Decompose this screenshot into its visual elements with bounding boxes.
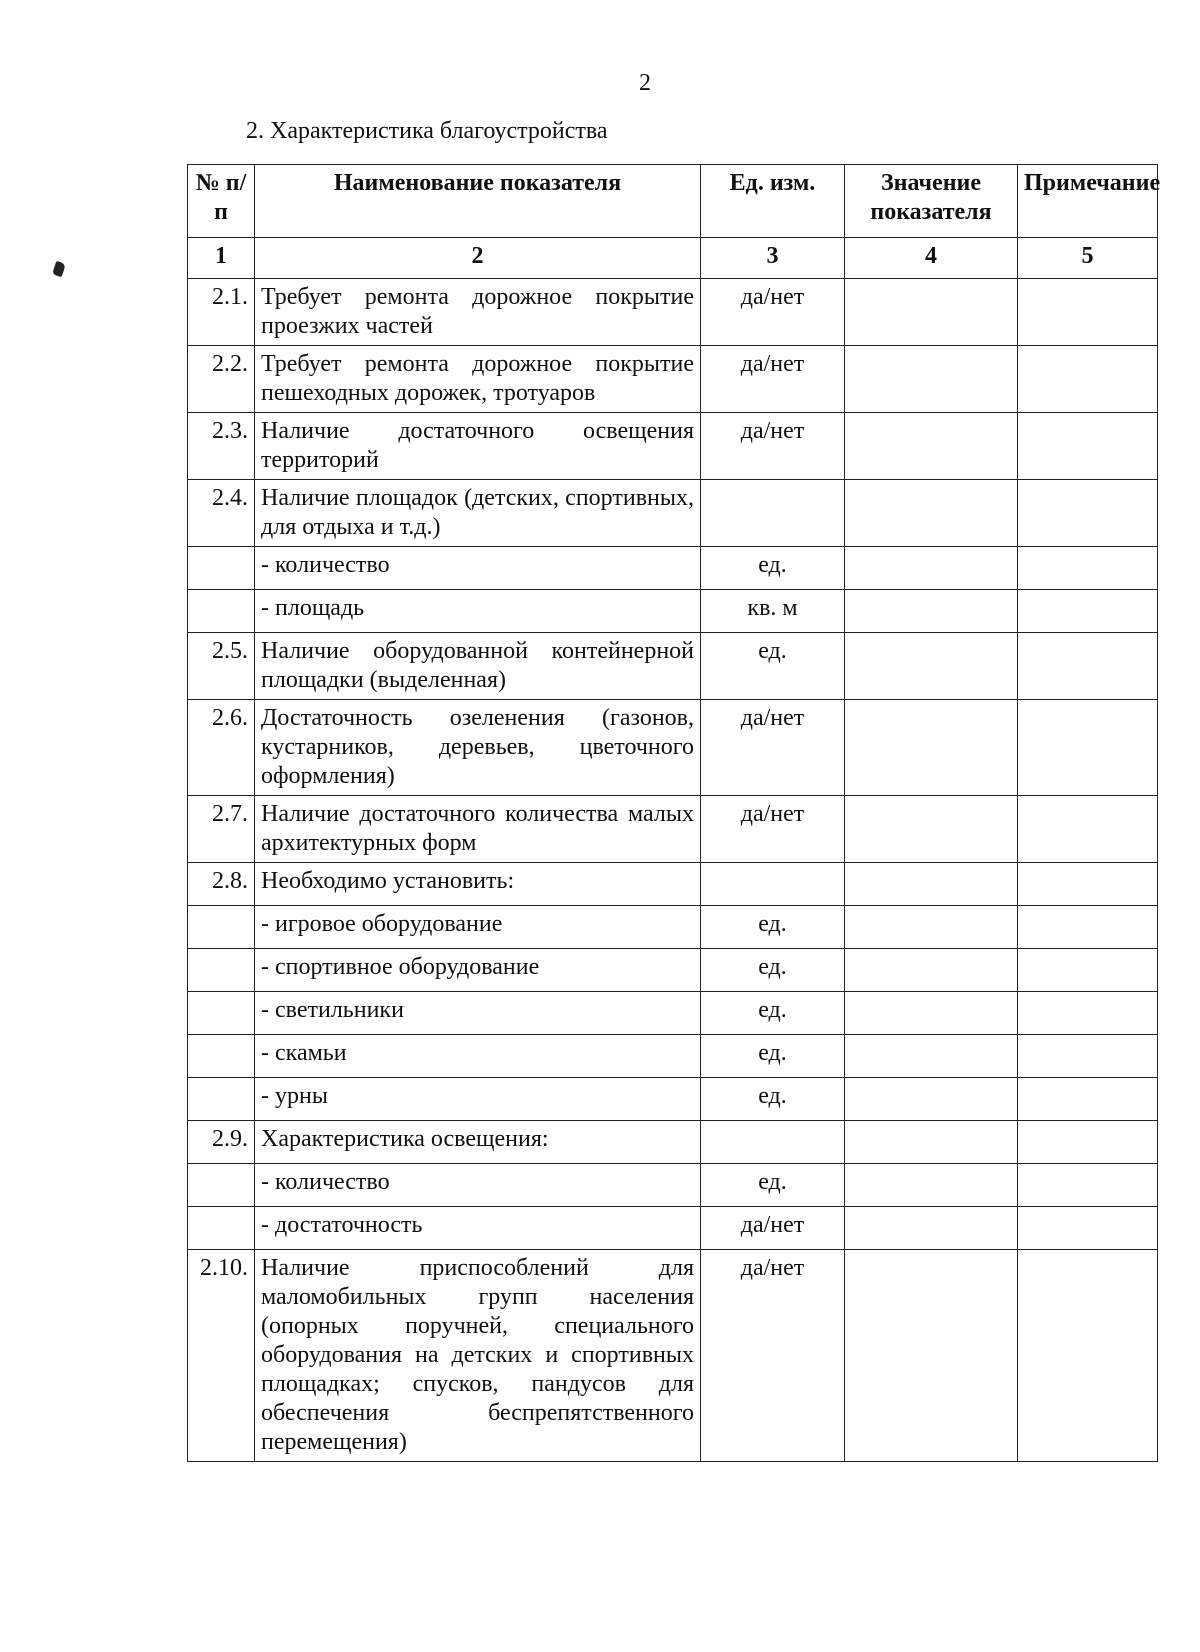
row-indicator-name: Наличие оборудованной контейнерной площадки (выделенная) (255, 633, 701, 700)
row-value (845, 547, 1018, 590)
row-note (1018, 1121, 1158, 1164)
row-number: 2.8. (188, 863, 255, 906)
table-row (188, 1035, 1158, 1078)
row-number (188, 547, 255, 590)
row-unit: ед. (701, 1164, 845, 1207)
header-unit: Ед. изм. (701, 165, 845, 238)
row-indicator-name: Наличие достаточного освещения территорий (255, 413, 701, 480)
column-number: 3 (701, 238, 845, 279)
row-indicator-name: - достаточность (255, 1207, 701, 1250)
row-note (1018, 547, 1158, 590)
row-number (188, 992, 255, 1035)
row-indicator-name: - скамьи (255, 1035, 701, 1078)
row-note (1018, 863, 1158, 906)
row-value (845, 480, 1018, 547)
characteristics-table (187, 164, 1161, 1462)
column-number: 4 (845, 238, 1018, 279)
row-value (845, 796, 1018, 863)
row-indicator-name: - светильники (255, 992, 701, 1035)
row-number (188, 949, 255, 992)
row-note (1018, 906, 1158, 949)
row-indicator-name: Требует ремонта дорожное покрытие проезжих частей (255, 279, 701, 346)
row-indicator-name: Требует ремонта дорожное покрытие пешеходных дорожек, тротуаров (255, 346, 701, 413)
row-note (1018, 1250, 1158, 1462)
row-number (188, 906, 255, 949)
row-number (188, 590, 255, 633)
table-row (188, 547, 1158, 590)
row-note (1018, 346, 1158, 413)
scan-artifact-mark (52, 261, 66, 277)
row-indicator-name: Характеристика освещения: (255, 1121, 701, 1164)
row-unit: ед. (701, 1078, 845, 1121)
column-number: 5 (1018, 238, 1158, 279)
table-row (188, 700, 1158, 796)
row-value (845, 1035, 1018, 1078)
table-row (188, 949, 1158, 992)
row-number: 2.10. (188, 1250, 255, 1462)
column-number: 1 (188, 238, 255, 279)
row-note (1018, 992, 1158, 1035)
row-unit: да/нет (701, 279, 845, 346)
row-value (845, 1207, 1018, 1250)
row-unit (701, 1121, 845, 1164)
row-unit (701, 863, 845, 906)
row-indicator-name: - игровое оборудование (255, 906, 701, 949)
row-unit: ед. (701, 992, 845, 1035)
table-row (188, 1121, 1158, 1164)
header-number: № п/п (188, 165, 255, 238)
row-indicator-name: - количество (255, 547, 701, 590)
row-note (1018, 413, 1158, 480)
row-unit: да/нет (701, 1207, 845, 1250)
row-indicator-name: Наличие приспособлений для маломобильных групп населения (опорных поручней, специального оборудования на детских и спортивных площадках; спусков, пандусов для обеспечения беспрепятственного перемещения) (255, 1250, 701, 1462)
table-row (188, 796, 1158, 863)
table-row (188, 863, 1158, 906)
table-row (188, 1207, 1158, 1250)
row-note (1018, 1035, 1158, 1078)
table-row (188, 346, 1158, 413)
row-indicator-name: - урны (255, 1078, 701, 1121)
table-row (188, 590, 1158, 633)
table-row (188, 1250, 1158, 1462)
row-value (845, 590, 1018, 633)
header-note: Примечание (1018, 165, 1158, 238)
row-unit (701, 480, 845, 547)
row-value (845, 863, 1018, 906)
row-value (845, 1121, 1018, 1164)
row-note (1018, 949, 1158, 992)
row-value (845, 1164, 1018, 1207)
header-value: Значение показателя (845, 165, 1018, 238)
row-unit: кв. м (701, 590, 845, 633)
row-value (845, 346, 1018, 413)
row-unit: да/нет (701, 346, 845, 413)
row-number: 2.3. (188, 413, 255, 480)
table-row (188, 480, 1158, 547)
table-row (188, 633, 1158, 700)
row-unit: ед. (701, 906, 845, 949)
row-indicator-name: - спортивное оборудование (255, 949, 701, 992)
row-indicator-name: - количество (255, 1164, 701, 1207)
table-body (188, 279, 1158, 1462)
row-number (188, 1035, 255, 1078)
row-number (188, 1207, 255, 1250)
table-row (188, 413, 1158, 480)
row-value (845, 1078, 1018, 1121)
row-unit: да/нет (701, 413, 845, 480)
row-value (845, 1250, 1018, 1462)
row-value (845, 700, 1018, 796)
column-number-row (188, 238, 1158, 279)
row-unit: да/нет (701, 796, 845, 863)
row-note (1018, 480, 1158, 547)
row-note (1018, 279, 1158, 346)
row-number: 2.4. (188, 480, 255, 547)
table-row (188, 1078, 1158, 1121)
row-value (845, 633, 1018, 700)
row-number: 2.5. (188, 633, 255, 700)
row-indicator-name: Достаточность озеленения (газонов, кустарников, деревьев, цветочного оформления) (255, 700, 701, 796)
row-number: 2.2. (188, 346, 255, 413)
row-number: 2.9. (188, 1121, 255, 1164)
row-note (1018, 633, 1158, 700)
table-row (188, 992, 1158, 1035)
row-indicator-name: Наличие площадок (детских, спортивных, для отдыха и т.д.) (255, 480, 701, 547)
row-unit: да/нет (701, 700, 845, 796)
row-value (845, 992, 1018, 1035)
header-indicator-name: Наименование показателя (255, 165, 701, 238)
row-number: 2.1. (188, 279, 255, 346)
row-value (845, 949, 1018, 992)
row-note (1018, 796, 1158, 863)
row-unit: да/нет (701, 1250, 845, 1462)
row-unit: ед. (701, 949, 845, 992)
column-number: 2 (255, 238, 701, 279)
section-title: 2. Характеристика благоустройства (246, 118, 608, 144)
row-indicator-name: Наличие достаточного количества малых архитектурных форм (255, 796, 701, 863)
row-note (1018, 1164, 1158, 1207)
row-number (188, 1164, 255, 1207)
row-indicator-name: - площадь (255, 590, 701, 633)
page-number: 2 (639, 70, 651, 96)
row-unit: ед. (701, 1035, 845, 1078)
row-indicator-name: Необходимо установить: (255, 863, 701, 906)
row-note (1018, 1078, 1158, 1121)
row-note (1018, 1207, 1158, 1250)
row-number (188, 1078, 255, 1121)
row-value (845, 413, 1018, 480)
row-number: 2.6. (188, 700, 255, 796)
row-number: 2.7. (188, 796, 255, 863)
row-value (845, 279, 1018, 346)
row-unit: ед. (701, 547, 845, 590)
row-note (1018, 700, 1158, 796)
row-unit: ед. (701, 633, 845, 700)
table-row (188, 279, 1158, 346)
row-note (1018, 590, 1158, 633)
row-value (845, 906, 1018, 949)
header-row (188, 165, 1158, 238)
table-row (188, 906, 1158, 949)
table-row (188, 1164, 1158, 1207)
